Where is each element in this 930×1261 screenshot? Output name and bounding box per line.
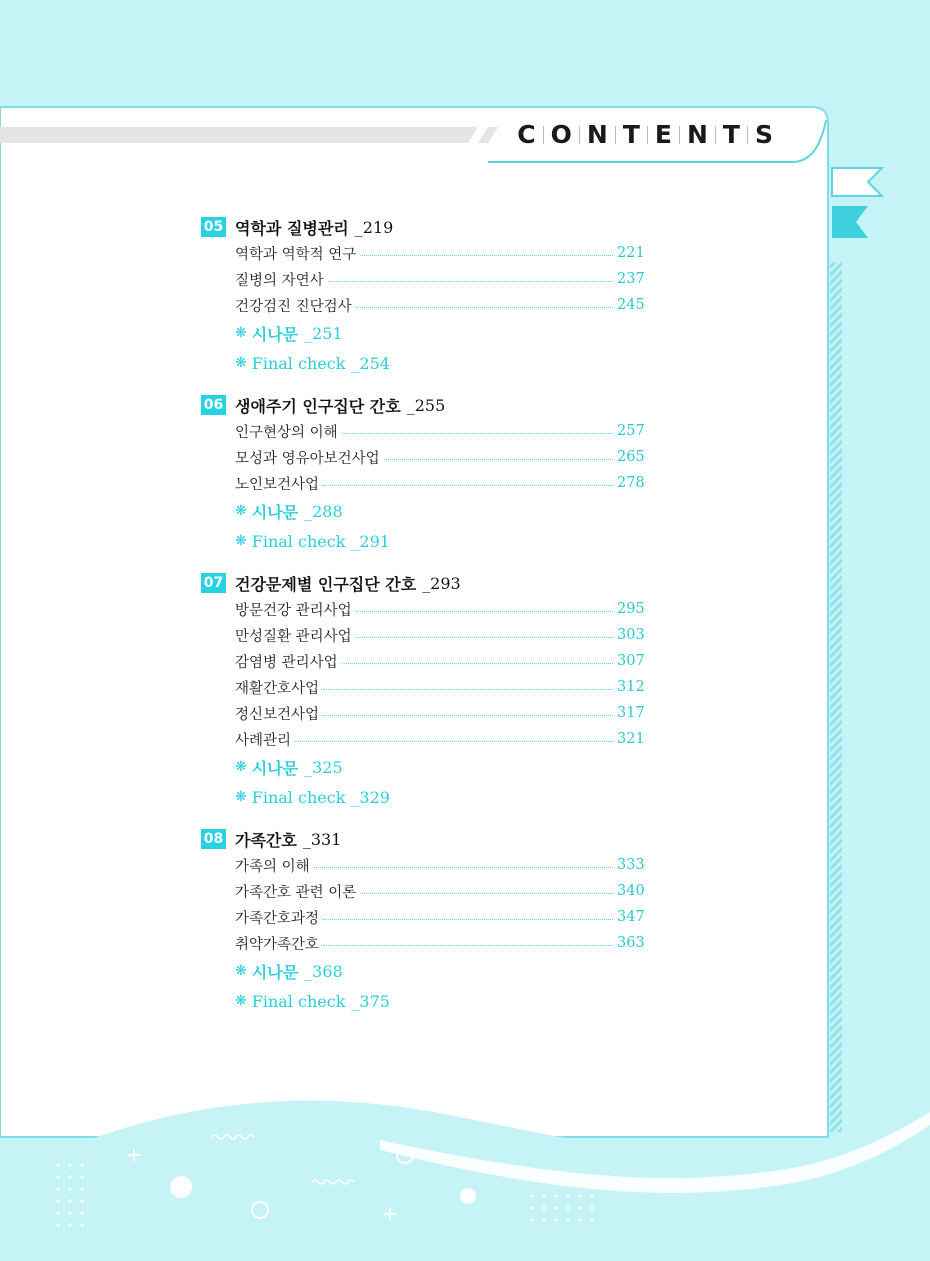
asterisk-flower-icon: ❋ [235, 325, 247, 341]
contents-letter: T [622, 120, 640, 149]
chapter-page: _255 [406, 395, 446, 415]
asterisk-flower-icon: ❋ [235, 355, 247, 371]
asterisk-flower-icon: ❋ [235, 759, 247, 775]
dot-leader [323, 715, 613, 716]
extra-entry-label: Final check [251, 991, 346, 1011]
toc-entry-page: 237 [617, 271, 645, 287]
asterisk-flower-icon: ❋ [235, 993, 247, 1009]
extra-entry-label: Final check [251, 531, 346, 551]
toc-entry-page: 317 [617, 705, 645, 721]
chapter-number-badge: 08 [201, 829, 226, 849]
extra-entry-label: 시나문 [251, 758, 299, 778]
toc-entry[interactable] [235, 648, 645, 674]
chapter-page: _331 [302, 829, 342, 849]
dot-leader [295, 741, 613, 742]
extra-entry-label: Final check [251, 787, 346, 807]
toc-entry-label: 역학과 역학적 연구 [235, 246, 357, 263]
toc-entry-page: 221 [617, 245, 645, 261]
contents-letter: S [754, 120, 773, 149]
extra-entry-quiz[interactable] [235, 956, 641, 986]
toc-entry-label: 방문건강 관리사업 [235, 602, 352, 619]
contents-letter: N [586, 120, 608, 149]
chapter-number-badge: 07 [201, 573, 226, 593]
toc-entry[interactable] [235, 622, 645, 648]
toc-entry-label: 정신보건사업 [235, 706, 320, 723]
toc-entry[interactable] [235, 292, 645, 318]
toc-entry[interactable] [235, 418, 645, 444]
extra-entry-final-check[interactable] [235, 526, 641, 556]
toc-entry-label: 노인보건사업 [235, 476, 320, 493]
toc-entry-label: 재활간호사업 [235, 680, 320, 697]
extra-entry-quiz[interactable] [235, 496, 641, 526]
asterisk-flower-icon: ❋ [235, 533, 247, 549]
chapter-title: 생애주기 인구집단 간호 [235, 396, 401, 416]
chapter-section [201, 826, 645, 1016]
dot-leader [356, 307, 613, 308]
chapter-page: _293 [422, 573, 461, 593]
extra-entry-page: _254 [351, 353, 390, 373]
chapter-number-badge: 05 [201, 217, 226, 237]
dot-leader [360, 893, 613, 894]
toc-entry-page: 265 [617, 449, 645, 465]
contents-letter: T [722, 120, 740, 149]
dot-leader [342, 663, 613, 664]
toc-entry-label: 인구현상의 이해 [235, 424, 338, 441]
extra-entry-quiz[interactable] [235, 318, 641, 348]
toc-entry[interactable] [235, 674, 645, 700]
circle-icon [170, 1176, 192, 1198]
striped-strip [830, 262, 842, 1132]
toc-entry-page: 333 [617, 857, 645, 873]
chapter-section [201, 214, 645, 378]
chapter-section [201, 392, 645, 556]
toc-entry-label: 취약가족간호 [235, 936, 320, 953]
toc-entry-page: 303 [617, 627, 645, 643]
contents-letter: N [686, 120, 708, 149]
chapter-title: 가족간호 [235, 830, 297, 850]
ribbon-flag-icon [832, 168, 882, 196]
extra-entry-page: _329 [351, 787, 390, 807]
dot-leader [323, 485, 613, 486]
dot-leader [384, 459, 613, 460]
chapter-heading[interactable] [201, 392, 641, 418]
extra-entry-page: _375 [351, 991, 390, 1011]
toc-entry-page: 347 [617, 909, 645, 925]
chapter-heading[interactable] [201, 214, 641, 240]
asterisk-flower-icon: ❋ [235, 963, 247, 979]
chapter-title: 건강문제별 인구집단 간호 [235, 574, 417, 594]
extra-entry-page: _251 [304, 323, 343, 343]
toc-entry-page: 307 [617, 653, 645, 669]
circle-icon [460, 1188, 476, 1204]
extra-entry-page: _291 [351, 531, 390, 551]
toc-entry[interactable] [235, 700, 645, 726]
dot-leader [328, 281, 613, 282]
asterisk-flower-icon: ❋ [235, 789, 247, 805]
ribbon-flag-icon [832, 206, 868, 238]
dot-leader [323, 945, 613, 946]
toc-entry-label: 감염병 관리사업 [235, 654, 338, 671]
chapter-page: _219 [354, 217, 394, 237]
extra-entry-page: _288 [304, 501, 343, 521]
extra-entry-quiz[interactable] [235, 752, 641, 782]
dot-leader [323, 919, 613, 920]
extra-entry-label: 시나문 [251, 502, 299, 522]
extra-entry-final-check[interactable] [235, 782, 641, 812]
asterisk-flower-icon: ❋ [235, 503, 247, 519]
toc-entry-label: 모성과 영유아보건사업 [235, 450, 380, 467]
toc-entry-label: 가족의 이해 [235, 858, 310, 875]
toc-entry[interactable] [235, 596, 645, 622]
extra-entry-label: 시나문 [251, 962, 299, 982]
toc-entry[interactable] [235, 904, 645, 930]
contents-heading [510, 120, 780, 149]
dot-leader [360, 255, 613, 256]
contents-letter: E [654, 120, 672, 149]
toc-entry[interactable] [235, 266, 645, 292]
toc-entry-page: 312 [617, 679, 645, 695]
toc-entry-label: 가족간호과정 [235, 910, 320, 927]
extra-entry-final-check[interactable] [235, 986, 641, 1016]
extra-entry-final-check[interactable] [235, 348, 641, 378]
dot-leader [323, 689, 613, 690]
chapter-number-badge: 06 [201, 395, 226, 415]
chapter-heading[interactable] [201, 570, 641, 596]
chapter-heading[interactable] [201, 826, 641, 852]
toc-entry[interactable] [235, 878, 645, 904]
dot-leader [356, 637, 613, 638]
toc-entry-label: 질병의 자연사 [235, 272, 324, 289]
toc-entry[interactable] [235, 930, 645, 956]
toc-entry[interactable] [235, 470, 645, 496]
toc-entry-page: 295 [617, 601, 645, 617]
toc-entry-page: 363 [617, 935, 645, 951]
toc-entry[interactable] [235, 852, 645, 878]
toc-entry-page: 245 [617, 297, 645, 313]
toc-entry[interactable] [235, 726, 645, 752]
extra-entry-label: 시나문 [251, 324, 299, 344]
dot-leader [342, 433, 613, 434]
toc-entry-label: 사례관리 [235, 732, 292, 749]
contents-letter: O [550, 120, 572, 149]
toc-entry-label: 가족간호 관련 이론 [235, 884, 357, 901]
header-bar [0, 127, 478, 143]
toc-entry-page: 340 [617, 883, 645, 899]
toc-entry-label: 건강검진 진단검사 [235, 298, 352, 315]
toc-entry[interactable] [235, 444, 645, 470]
toc-entry-label: 만성질환 관리사업 [235, 628, 352, 645]
chapter-section [201, 570, 645, 812]
toc-entry[interactable] [235, 240, 645, 266]
chapter-title: 역학과 질병관리 [235, 218, 349, 238]
dot-leader [356, 611, 613, 612]
toc-entry-page: 321 [617, 731, 645, 747]
extra-entry-page: _368 [304, 961, 343, 981]
toc-entry-page: 257 [617, 423, 645, 439]
extra-entry-page: _325 [304, 757, 343, 777]
contents-letter: C [517, 120, 536, 149]
extra-entry-label: Final check [251, 353, 346, 373]
dot-leader [314, 867, 613, 868]
table-of-contents [201, 214, 645, 1030]
toc-entry-page: 278 [617, 475, 645, 491]
